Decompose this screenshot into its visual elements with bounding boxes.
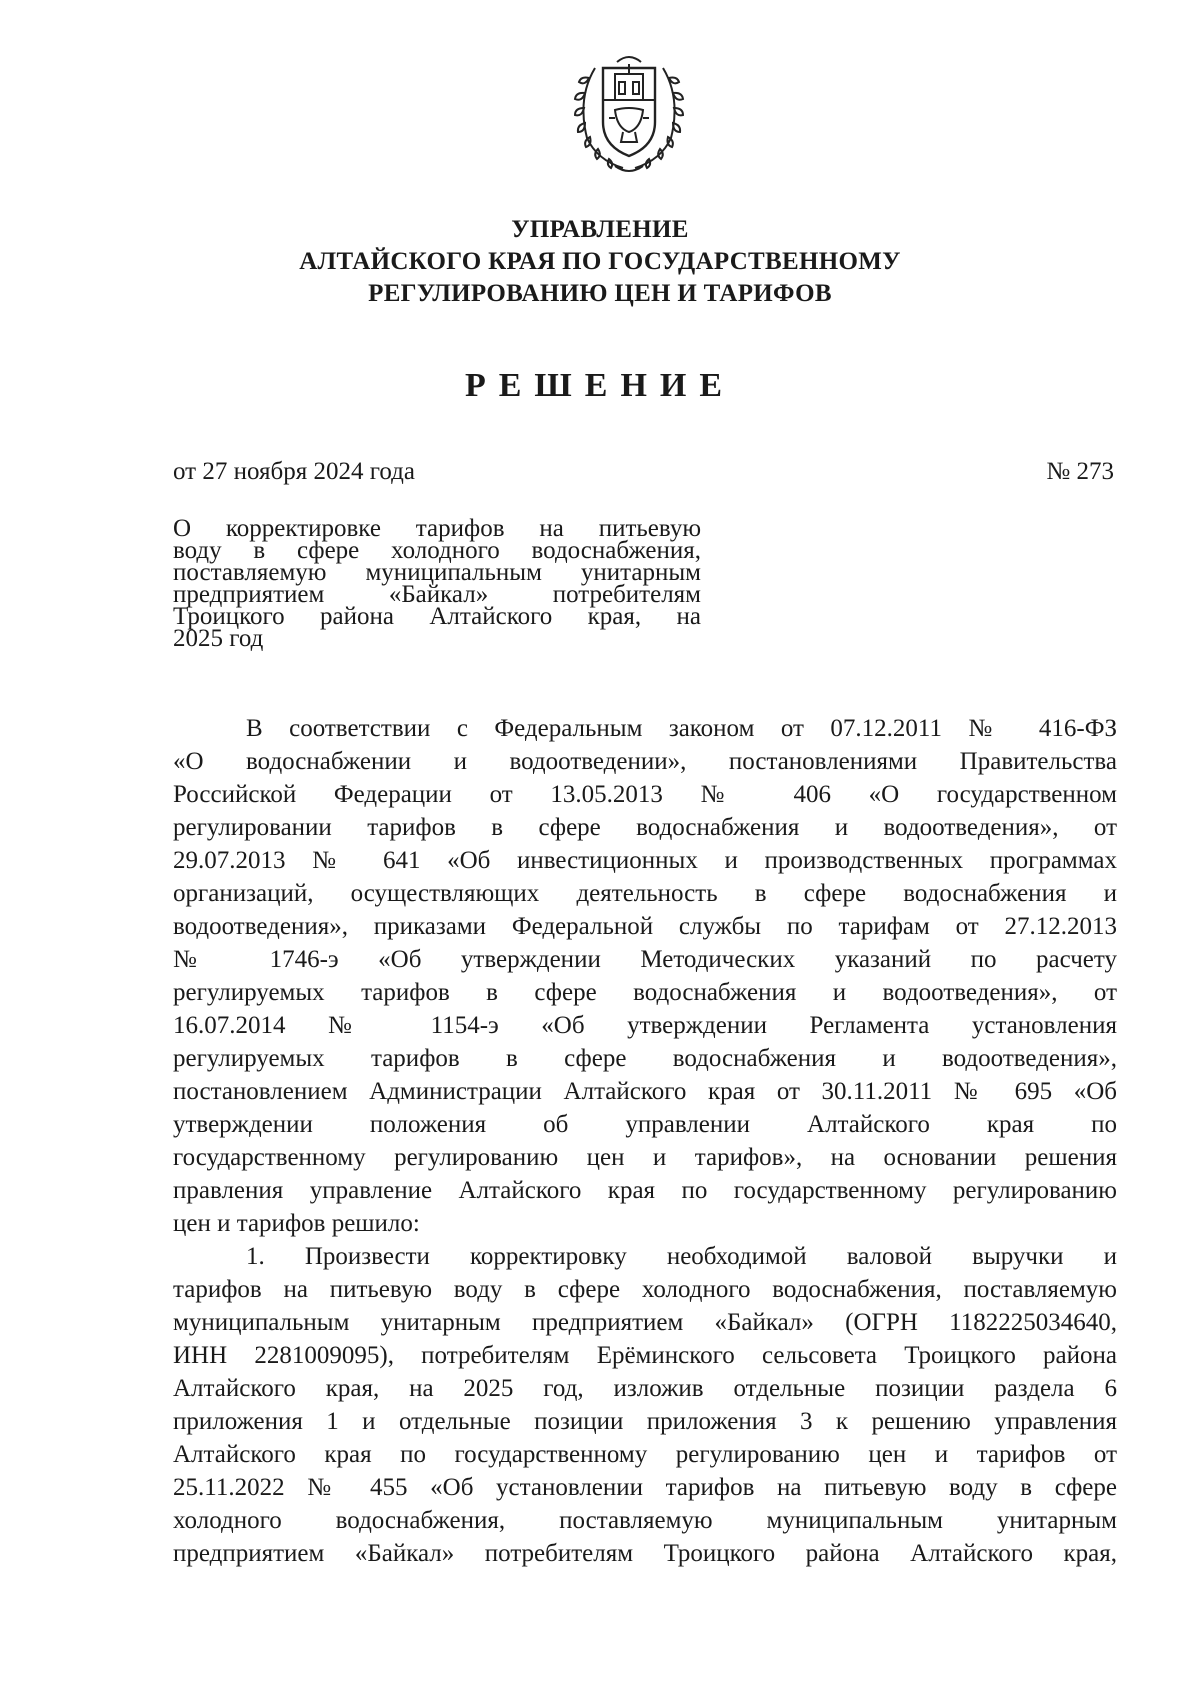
body-line: приложения 1 и отдельные позиции приложения 3 к решению управления bbox=[173, 1408, 1117, 1435]
subject-line: поставляемую муниципальным унитарным bbox=[173, 559, 701, 586]
subject-line: предприятием «Байкал» потребителям bbox=[173, 581, 701, 608]
subject-line: Троицкого района Алтайского края, на bbox=[173, 603, 701, 630]
body-line: 25.11.2022 № 455 «Об установлении тарифов на питьевую воду в сфере bbox=[173, 1474, 1117, 1501]
body-line: 29.07.2013 № 641 «Об инвестиционных и производственных программах bbox=[173, 847, 1117, 874]
agency-line: РЕГУЛИРОВАНИЮ ЦЕН И ТАРИФОВ bbox=[368, 280, 832, 307]
body-line: постановлением Администрации Алтайского края от 30.11.2011 № 695 «Об bbox=[173, 1078, 1117, 1105]
body-line: Алтайского края, на 2025 год, изложив отдельные позиции раздела 6 bbox=[173, 1375, 1117, 1402]
body-line: государственному регулированию цен и тарифов», на основании решения bbox=[173, 1144, 1117, 1171]
body-line: тарифов на питьевую воду в сфере холодного водоснабжения, поставляемую bbox=[173, 1276, 1117, 1303]
body-line: 16.07.2014 № 1154-э «Об утверждении Регламента установления bbox=[173, 1012, 1117, 1039]
body-line: организаций, осуществляющих деятельность в сфере водоснабжения и bbox=[173, 880, 1117, 907]
document-number: № 273 bbox=[1046, 458, 1114, 485]
body-line: «О водоснабжении и водоотведении», постановлениями Правительства bbox=[173, 748, 1117, 775]
body-line: регулируемых тарифов в сфере водоснабжения и водоотведения», bbox=[173, 1045, 1117, 1072]
body-line: В соответствии с Федеральным законом от 07.12.2011 № 416-ФЗ bbox=[246, 715, 1117, 742]
body-line: муниципальным унитарным предприятием «Байкал» (ОГРН 1182225034640, bbox=[173, 1309, 1117, 1336]
body-line: № 1746-э «Об утверждении Методических указаний по расчету bbox=[173, 946, 1117, 973]
body-line: правления управление Алтайского края по государственному регулированию bbox=[173, 1177, 1117, 1204]
coat-of-arms-icon bbox=[565, 38, 693, 178]
body-line: водоотведения», приказами Федеральной службы по тарифам от 27.12.2013 bbox=[173, 913, 1117, 940]
document-subject bbox=[173, 515, 701, 652]
subject-line: 2025 год bbox=[173, 625, 264, 652]
body-line: 1. Произвести корректировку необходимой валовой выручки и bbox=[246, 1243, 1117, 1270]
body-line: цен и тарифов решило: bbox=[173, 1210, 420, 1237]
agency-name bbox=[0, 214, 1200, 310]
body-line: Российской Федерации от 13.05.2013 № 406 «О государственном bbox=[173, 781, 1117, 808]
subject-line: О корректировке тарифов на питьевую bbox=[173, 515, 701, 542]
document-type-title: РЕШЕНИЕ bbox=[464, 367, 736, 404]
body-line: Алтайского края по государственному регулированию цен и тарифов от bbox=[173, 1441, 1117, 1468]
body-line: регулировании тарифов в сфере водоснабжения и водоотведения», от bbox=[173, 814, 1117, 841]
body-line: регулируемых тарифов в сфере водоснабжения и водоотведения», от bbox=[173, 979, 1117, 1006]
body-line: ИНН 2281009095), потребителям Ерёминского сельсовета Троицкого района bbox=[173, 1342, 1117, 1369]
document-date: от 27 ноября 2024 года bbox=[173, 458, 415, 485]
body-line: холодного водоснабжения, поставляемую муниципальным унитарным bbox=[173, 1507, 1117, 1534]
agency-line: УПРАВЛЕНИЕ bbox=[511, 216, 689, 243]
document-body bbox=[173, 712, 1117, 1570]
body-line: предприятием «Байкал» потребителям Троицкого района Алтайского края, bbox=[173, 1540, 1117, 1567]
body-line: утверждении положения об управлении Алтайского края по bbox=[173, 1111, 1117, 1138]
subject-line: воду в сфере холодного водоснабжения, bbox=[173, 537, 701, 564]
agency-line: АЛТАЙСКОГО КРАЯ ПО ГОСУДАРСТВЕННОМУ bbox=[299, 248, 901, 275]
